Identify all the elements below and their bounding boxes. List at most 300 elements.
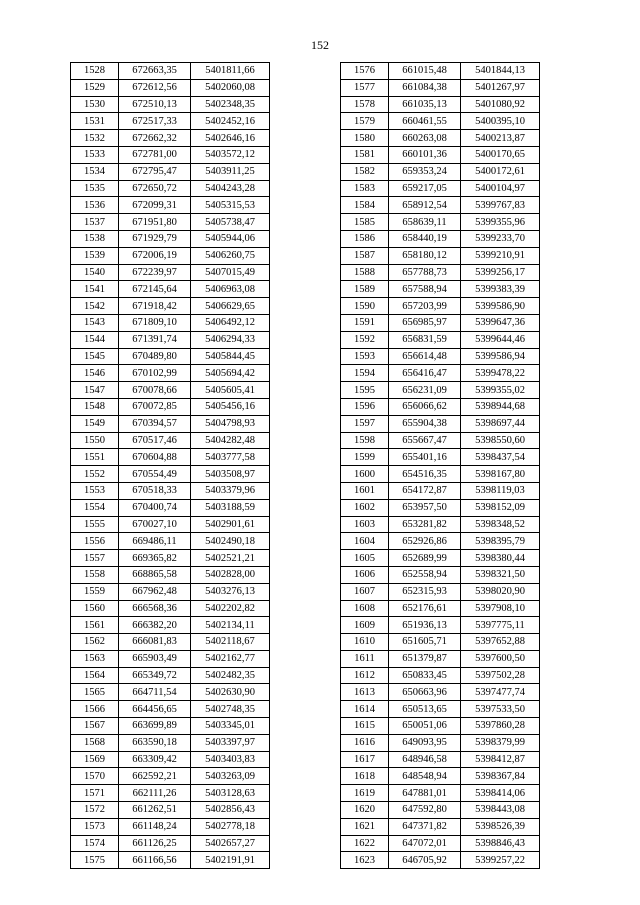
x-coordinate-cell: 672662,32 bbox=[119, 130, 191, 147]
x-coordinate-cell: 652176,61 bbox=[389, 600, 461, 617]
x-coordinate-cell: 661035,13 bbox=[389, 96, 461, 113]
point-number-cell: 1604 bbox=[341, 533, 389, 550]
table-row bbox=[71, 432, 270, 449]
y-coordinate-cell: 5402901,61 bbox=[191, 516, 270, 533]
y-coordinate-cell: 5400170,65 bbox=[461, 146, 540, 163]
table-row bbox=[341, 298, 540, 315]
y-coordinate-cell: 5400104,97 bbox=[461, 180, 540, 197]
y-coordinate-cell: 5403263,09 bbox=[191, 768, 270, 785]
table-row bbox=[341, 96, 540, 113]
point-number-cell: 1563 bbox=[71, 650, 119, 667]
x-coordinate-cell: 665903,49 bbox=[119, 650, 191, 667]
table-row bbox=[71, 617, 270, 634]
x-coordinate-cell: 661126,25 bbox=[119, 835, 191, 852]
y-coordinate-cell: 5402657,27 bbox=[191, 835, 270, 852]
point-number-cell: 1565 bbox=[71, 684, 119, 701]
table-row bbox=[341, 415, 540, 432]
point-number-cell: 1621 bbox=[341, 818, 389, 835]
point-number-cell: 1609 bbox=[341, 617, 389, 634]
point-number-cell: 1545 bbox=[71, 348, 119, 365]
point-number-cell: 1529 bbox=[71, 79, 119, 96]
x-coordinate-cell: 656831,59 bbox=[389, 331, 461, 348]
y-coordinate-cell: 5403128,63 bbox=[191, 785, 270, 802]
y-coordinate-cell: 5402134,11 bbox=[191, 617, 270, 634]
table-row bbox=[341, 163, 540, 180]
y-coordinate-cell: 5401844,13 bbox=[461, 63, 540, 80]
point-number-cell: 1542 bbox=[71, 298, 119, 315]
y-coordinate-cell: 5404243,28 bbox=[191, 180, 270, 197]
point-number-cell: 1610 bbox=[341, 634, 389, 651]
table-row bbox=[341, 600, 540, 617]
table-row bbox=[71, 818, 270, 835]
point-number-cell: 1539 bbox=[71, 247, 119, 264]
y-coordinate-cell: 5399383,39 bbox=[461, 281, 540, 298]
y-coordinate-cell: 5405694,42 bbox=[191, 365, 270, 382]
y-coordinate-cell: 5399478,22 bbox=[461, 365, 540, 382]
x-coordinate-cell: 660461,55 bbox=[389, 113, 461, 130]
y-coordinate-cell: 5402118,67 bbox=[191, 634, 270, 651]
x-coordinate-cell: 670554,49 bbox=[119, 466, 191, 483]
table-row bbox=[341, 449, 540, 466]
y-coordinate-cell: 5406629,65 bbox=[191, 298, 270, 315]
point-number-cell: 1592 bbox=[341, 331, 389, 348]
y-coordinate-cell: 5398412,87 bbox=[461, 751, 540, 768]
y-coordinate-cell: 5397502,28 bbox=[461, 667, 540, 684]
point-number-cell: 1576 bbox=[341, 63, 389, 80]
x-coordinate-cell: 672795,47 bbox=[119, 163, 191, 180]
y-coordinate-cell: 5402778,18 bbox=[191, 818, 270, 835]
y-coordinate-cell: 5404798,93 bbox=[191, 415, 270, 432]
point-number-cell: 1558 bbox=[71, 566, 119, 583]
x-coordinate-cell: 661262,51 bbox=[119, 802, 191, 819]
x-coordinate-cell: 653281,82 bbox=[389, 516, 461, 533]
table-row bbox=[71, 247, 270, 264]
point-number-cell: 1571 bbox=[71, 785, 119, 802]
y-coordinate-cell: 5398152,09 bbox=[461, 499, 540, 516]
table-row bbox=[71, 650, 270, 667]
point-number-cell: 1574 bbox=[71, 835, 119, 852]
point-number-cell: 1593 bbox=[341, 348, 389, 365]
point-number-cell: 1546 bbox=[71, 365, 119, 382]
y-coordinate-cell: 5401811,66 bbox=[191, 63, 270, 80]
x-coordinate-cell: 667962,48 bbox=[119, 583, 191, 600]
table-row bbox=[71, 718, 270, 735]
point-number-cell: 1606 bbox=[341, 566, 389, 583]
point-number-cell: 1528 bbox=[71, 63, 119, 80]
table-row bbox=[71, 482, 270, 499]
table-row bbox=[341, 466, 540, 483]
x-coordinate-cell: 651936,13 bbox=[389, 617, 461, 634]
table-row bbox=[71, 63, 270, 80]
point-number-cell: 1584 bbox=[341, 197, 389, 214]
table-row bbox=[71, 634, 270, 651]
y-coordinate-cell: 5398020,90 bbox=[461, 583, 540, 600]
y-coordinate-cell: 5403276,13 bbox=[191, 583, 270, 600]
table-row bbox=[71, 466, 270, 483]
x-coordinate-cell: 668865,58 bbox=[119, 566, 191, 583]
x-coordinate-cell: 650833,45 bbox=[389, 667, 461, 684]
y-coordinate-cell: 5402748,35 bbox=[191, 701, 270, 718]
y-coordinate-cell: 5398414,06 bbox=[461, 785, 540, 802]
table-row bbox=[341, 63, 540, 80]
x-coordinate-cell: 672517,33 bbox=[119, 113, 191, 130]
x-coordinate-cell: 670518,33 bbox=[119, 482, 191, 499]
point-number-cell: 1611 bbox=[341, 650, 389, 667]
x-coordinate-cell: 647592,80 bbox=[389, 802, 461, 819]
y-coordinate-cell: 5397860,28 bbox=[461, 718, 540, 735]
x-coordinate-cell: 671929,79 bbox=[119, 230, 191, 247]
table-row bbox=[341, 264, 540, 281]
point-number-cell: 1620 bbox=[341, 802, 389, 819]
table-row bbox=[341, 247, 540, 264]
x-coordinate-cell: 657203,99 bbox=[389, 298, 461, 315]
point-number-cell: 1599 bbox=[341, 449, 389, 466]
x-coordinate-cell: 658180,12 bbox=[389, 247, 461, 264]
point-number-cell: 1616 bbox=[341, 734, 389, 751]
y-coordinate-cell: 5397775,11 bbox=[461, 617, 540, 634]
point-number-cell: 1554 bbox=[71, 499, 119, 516]
point-number-cell: 1572 bbox=[71, 802, 119, 819]
y-coordinate-cell: 5402191,91 bbox=[191, 852, 270, 869]
table-row bbox=[71, 516, 270, 533]
y-coordinate-cell: 5400213,87 bbox=[461, 130, 540, 147]
y-coordinate-cell: 5403508,97 bbox=[191, 466, 270, 483]
point-number-cell: 1597 bbox=[341, 415, 389, 432]
x-coordinate-cell: 669365,82 bbox=[119, 550, 191, 567]
x-coordinate-cell: 650051,06 bbox=[389, 718, 461, 735]
x-coordinate-cell: 670072,85 bbox=[119, 398, 191, 415]
y-coordinate-cell: 5406294,33 bbox=[191, 331, 270, 348]
x-coordinate-cell: 649093,95 bbox=[389, 734, 461, 751]
point-number-cell: 1575 bbox=[71, 852, 119, 869]
table-row bbox=[71, 449, 270, 466]
point-number-cell: 1544 bbox=[71, 331, 119, 348]
x-coordinate-cell: 672510,13 bbox=[119, 96, 191, 113]
table-row bbox=[341, 550, 540, 567]
table-row bbox=[71, 298, 270, 315]
y-coordinate-cell: 5399257,22 bbox=[461, 852, 540, 869]
point-number-cell: 1552 bbox=[71, 466, 119, 483]
point-number-cell: 1535 bbox=[71, 180, 119, 197]
point-number-cell: 1581 bbox=[341, 146, 389, 163]
point-number-cell: 1613 bbox=[341, 684, 389, 701]
x-coordinate-cell: 659217,05 bbox=[389, 180, 461, 197]
y-coordinate-cell: 5405738,47 bbox=[191, 214, 270, 231]
point-number-cell: 1578 bbox=[341, 96, 389, 113]
x-coordinate-cell: 670517,46 bbox=[119, 432, 191, 449]
table-row bbox=[341, 146, 540, 163]
x-coordinate-cell: 663699,89 bbox=[119, 718, 191, 735]
point-number-cell: 1567 bbox=[71, 718, 119, 735]
x-coordinate-cell: 648548,94 bbox=[389, 768, 461, 785]
point-number-cell: 1594 bbox=[341, 365, 389, 382]
table-row bbox=[71, 230, 270, 247]
table-row bbox=[341, 751, 540, 768]
point-number-cell: 1551 bbox=[71, 449, 119, 466]
x-coordinate-cell: 656614,48 bbox=[389, 348, 461, 365]
y-coordinate-cell: 5397652,88 bbox=[461, 634, 540, 651]
point-number-cell: 1560 bbox=[71, 600, 119, 617]
point-number-cell: 1622 bbox=[341, 835, 389, 852]
table-row bbox=[341, 835, 540, 852]
point-number-cell: 1538 bbox=[71, 230, 119, 247]
x-coordinate-cell: 661166,56 bbox=[119, 852, 191, 869]
point-number-cell: 1556 bbox=[71, 533, 119, 550]
table-row bbox=[341, 314, 540, 331]
point-number-cell: 1618 bbox=[341, 768, 389, 785]
point-number-cell: 1579 bbox=[341, 113, 389, 130]
y-coordinate-cell: 5403397,97 bbox=[191, 734, 270, 751]
table-row bbox=[71, 583, 270, 600]
point-number-cell: 1573 bbox=[71, 818, 119, 835]
point-number-cell: 1549 bbox=[71, 415, 119, 432]
table-row bbox=[341, 701, 540, 718]
point-number-cell: 1568 bbox=[71, 734, 119, 751]
y-coordinate-cell: 5403188,59 bbox=[191, 499, 270, 516]
x-coordinate-cell: 665349,72 bbox=[119, 667, 191, 684]
y-coordinate-cell: 5400172,61 bbox=[461, 163, 540, 180]
x-coordinate-cell: 670604,88 bbox=[119, 449, 191, 466]
y-coordinate-cell: 5398846,43 bbox=[461, 835, 540, 852]
table-row bbox=[71, 550, 270, 567]
y-coordinate-cell: 5398944,68 bbox=[461, 398, 540, 415]
point-number-cell: 1601 bbox=[341, 482, 389, 499]
point-number-cell: 1547 bbox=[71, 382, 119, 399]
y-coordinate-cell: 5403403,83 bbox=[191, 751, 270, 768]
table-row bbox=[341, 348, 540, 365]
table-row bbox=[341, 230, 540, 247]
point-number-cell: 1595 bbox=[341, 382, 389, 399]
point-number-cell: 1617 bbox=[341, 751, 389, 768]
y-coordinate-cell: 5399210,91 bbox=[461, 247, 540, 264]
y-coordinate-cell: 5399355,02 bbox=[461, 382, 540, 399]
table-row bbox=[71, 146, 270, 163]
y-coordinate-cell: 5402348,35 bbox=[191, 96, 270, 113]
x-coordinate-cell: 670489,80 bbox=[119, 348, 191, 365]
table-row bbox=[71, 79, 270, 96]
x-coordinate-cell: 671809,10 bbox=[119, 314, 191, 331]
table-row bbox=[71, 130, 270, 147]
y-coordinate-cell: 5401267,97 bbox=[461, 79, 540, 96]
x-coordinate-cell: 647072,01 bbox=[389, 835, 461, 852]
table-row bbox=[341, 281, 540, 298]
point-number-cell: 1580 bbox=[341, 130, 389, 147]
point-number-cell: 1566 bbox=[71, 701, 119, 718]
y-coordinate-cell: 5398119,03 bbox=[461, 482, 540, 499]
table-row bbox=[341, 482, 540, 499]
y-coordinate-cell: 5398380,44 bbox=[461, 550, 540, 567]
x-coordinate-cell: 647881,01 bbox=[389, 785, 461, 802]
x-coordinate-cell: 660101,36 bbox=[389, 146, 461, 163]
y-coordinate-cell: 5405315,53 bbox=[191, 197, 270, 214]
y-coordinate-cell: 5398526,39 bbox=[461, 818, 540, 835]
y-coordinate-cell: 5398443,08 bbox=[461, 802, 540, 819]
point-number-cell: 1534 bbox=[71, 163, 119, 180]
y-coordinate-cell: 5402482,35 bbox=[191, 667, 270, 684]
y-coordinate-cell: 5403911,25 bbox=[191, 163, 270, 180]
point-number-cell: 1569 bbox=[71, 751, 119, 768]
x-coordinate-cell: 656066,62 bbox=[389, 398, 461, 415]
x-coordinate-cell: 672612,56 bbox=[119, 79, 191, 96]
table-row bbox=[341, 684, 540, 701]
point-number-cell: 1533 bbox=[71, 146, 119, 163]
point-number-cell: 1607 bbox=[341, 583, 389, 600]
x-coordinate-cell: 655904,38 bbox=[389, 415, 461, 432]
table-row bbox=[341, 650, 540, 667]
point-number-cell: 1603 bbox=[341, 516, 389, 533]
y-coordinate-cell: 5402646,16 bbox=[191, 130, 270, 147]
point-number-cell: 1600 bbox=[341, 466, 389, 483]
x-coordinate-cell: 657588,94 bbox=[389, 281, 461, 298]
x-coordinate-cell: 656416,47 bbox=[389, 365, 461, 382]
x-coordinate-cell: 658440,19 bbox=[389, 230, 461, 247]
table-row bbox=[341, 398, 540, 415]
point-number-cell: 1614 bbox=[341, 701, 389, 718]
point-number-cell: 1532 bbox=[71, 130, 119, 147]
point-number-cell: 1608 bbox=[341, 600, 389, 617]
y-coordinate-cell: 5405944,06 bbox=[191, 230, 270, 247]
point-number-cell: 1541 bbox=[71, 281, 119, 298]
y-coordinate-cell: 5398697,44 bbox=[461, 415, 540, 432]
x-coordinate-cell: 652315,93 bbox=[389, 583, 461, 600]
y-coordinate-cell: 5399647,36 bbox=[461, 314, 540, 331]
x-coordinate-cell: 671951,80 bbox=[119, 214, 191, 231]
x-coordinate-cell: 659353,24 bbox=[389, 163, 461, 180]
table-row bbox=[341, 583, 540, 600]
x-coordinate-cell: 670102,99 bbox=[119, 365, 191, 382]
y-coordinate-cell: 5400395,10 bbox=[461, 113, 540, 130]
coordinates-table-right bbox=[340, 62, 540, 869]
table-row bbox=[71, 382, 270, 399]
x-coordinate-cell: 670394,57 bbox=[119, 415, 191, 432]
point-number-cell: 1590 bbox=[341, 298, 389, 315]
y-coordinate-cell: 5402202,82 bbox=[191, 600, 270, 617]
table-row bbox=[71, 365, 270, 382]
table-row bbox=[341, 768, 540, 785]
table-row bbox=[341, 365, 540, 382]
y-coordinate-cell: 5406963,08 bbox=[191, 281, 270, 298]
point-number-cell: 1530 bbox=[71, 96, 119, 113]
y-coordinate-cell: 5399233,70 bbox=[461, 230, 540, 247]
y-coordinate-cell: 5398167,80 bbox=[461, 466, 540, 483]
table-row bbox=[71, 180, 270, 197]
x-coordinate-cell: 663590,18 bbox=[119, 734, 191, 751]
table-row bbox=[341, 382, 540, 399]
y-coordinate-cell: 5403379,96 bbox=[191, 482, 270, 499]
x-coordinate-cell: 672006,19 bbox=[119, 247, 191, 264]
y-coordinate-cell: 5399256,17 bbox=[461, 264, 540, 281]
point-number-cell: 1577 bbox=[341, 79, 389, 96]
point-number-cell: 1559 bbox=[71, 583, 119, 600]
y-coordinate-cell: 5405605,41 bbox=[191, 382, 270, 399]
table-row bbox=[71, 197, 270, 214]
table-row bbox=[71, 348, 270, 365]
y-coordinate-cell: 5398437,54 bbox=[461, 449, 540, 466]
x-coordinate-cell: 664711,54 bbox=[119, 684, 191, 701]
point-number-cell: 1589 bbox=[341, 281, 389, 298]
point-number-cell: 1582 bbox=[341, 163, 389, 180]
table-row bbox=[341, 566, 540, 583]
x-coordinate-cell: 652689,99 bbox=[389, 550, 461, 567]
x-coordinate-cell: 658912,54 bbox=[389, 197, 461, 214]
point-number-cell: 1562 bbox=[71, 634, 119, 651]
point-number-cell: 1550 bbox=[71, 432, 119, 449]
x-coordinate-cell: 672650,72 bbox=[119, 180, 191, 197]
table-row bbox=[341, 802, 540, 819]
table-row bbox=[71, 163, 270, 180]
table-row bbox=[71, 600, 270, 617]
page-number: 152 bbox=[311, 38, 329, 52]
y-coordinate-cell: 5405456,16 bbox=[191, 398, 270, 415]
x-coordinate-cell: 652558,94 bbox=[389, 566, 461, 583]
x-coordinate-cell: 671918,42 bbox=[119, 298, 191, 315]
table-row bbox=[71, 751, 270, 768]
x-coordinate-cell: 672239,97 bbox=[119, 264, 191, 281]
table-row bbox=[71, 667, 270, 684]
y-coordinate-cell: 5403777,58 bbox=[191, 449, 270, 466]
x-coordinate-cell: 651379,87 bbox=[389, 650, 461, 667]
point-number-cell: 1619 bbox=[341, 785, 389, 802]
x-coordinate-cell: 661148,24 bbox=[119, 818, 191, 835]
table-row bbox=[71, 281, 270, 298]
y-coordinate-cell: 5397533,50 bbox=[461, 701, 540, 718]
table-row bbox=[341, 533, 540, 550]
table-row bbox=[341, 718, 540, 735]
point-number-cell: 1598 bbox=[341, 432, 389, 449]
y-coordinate-cell: 5402630,90 bbox=[191, 684, 270, 701]
point-number-cell: 1557 bbox=[71, 550, 119, 567]
y-coordinate-cell: 5401080,92 bbox=[461, 96, 540, 113]
x-coordinate-cell: 661015,48 bbox=[389, 63, 461, 80]
x-coordinate-cell: 672145,64 bbox=[119, 281, 191, 298]
x-coordinate-cell: 656985,97 bbox=[389, 314, 461, 331]
x-coordinate-cell: 672781,00 bbox=[119, 146, 191, 163]
x-coordinate-cell: 663309,42 bbox=[119, 751, 191, 768]
x-coordinate-cell: 672663,35 bbox=[119, 63, 191, 80]
point-number-cell: 1612 bbox=[341, 667, 389, 684]
x-coordinate-cell: 666081,83 bbox=[119, 634, 191, 651]
table-row bbox=[71, 398, 270, 415]
x-coordinate-cell: 657788,73 bbox=[389, 264, 461, 281]
x-coordinate-cell: 670027,10 bbox=[119, 516, 191, 533]
x-coordinate-cell: 660263,08 bbox=[389, 130, 461, 147]
table-row bbox=[71, 96, 270, 113]
table-row bbox=[341, 499, 540, 516]
table-row bbox=[341, 785, 540, 802]
table-row bbox=[341, 331, 540, 348]
table-row bbox=[71, 768, 270, 785]
point-number-cell: 1596 bbox=[341, 398, 389, 415]
table-row bbox=[71, 415, 270, 432]
table-row bbox=[341, 516, 540, 533]
x-coordinate-cell: 671391,74 bbox=[119, 331, 191, 348]
y-coordinate-cell: 5399355,96 bbox=[461, 214, 540, 231]
y-coordinate-cell: 5404282,48 bbox=[191, 432, 270, 449]
y-coordinate-cell: 5402828,00 bbox=[191, 566, 270, 583]
table-row bbox=[341, 432, 540, 449]
coordinates-table-left bbox=[70, 62, 270, 869]
y-coordinate-cell: 5398550,60 bbox=[461, 432, 540, 449]
table-row bbox=[341, 197, 540, 214]
x-coordinate-cell: 662592,21 bbox=[119, 768, 191, 785]
point-number-cell: 1561 bbox=[71, 617, 119, 634]
y-coordinate-cell: 5402452,16 bbox=[191, 113, 270, 130]
y-coordinate-cell: 5397908,10 bbox=[461, 600, 540, 617]
x-coordinate-cell: 652926,86 bbox=[389, 533, 461, 550]
point-number-cell: 1540 bbox=[71, 264, 119, 281]
x-coordinate-cell: 672099,31 bbox=[119, 197, 191, 214]
y-coordinate-cell: 5402856,43 bbox=[191, 802, 270, 819]
